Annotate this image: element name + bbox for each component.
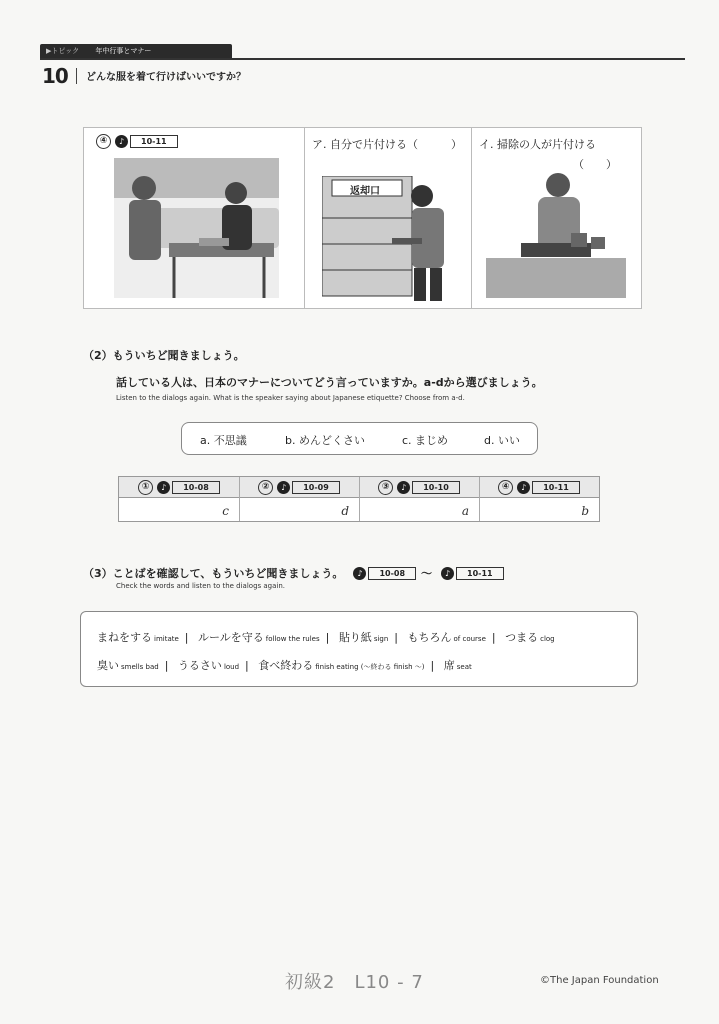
track-label: 10-08 — [172, 481, 220, 494]
panel-return-counter — [304, 128, 472, 308]
vocab-row-1: まねをする imitate | ルールを守る follow the rules | 貼り紙 sign | もちろん of course | つまる clog — [97, 631, 555, 644]
cell-header — [479, 480, 599, 495]
topic-name: 年中行事とマナー — [95, 47, 152, 55]
speaker-icon: ♪ — [353, 567, 366, 580]
picture-panels — [83, 127, 642, 309]
range-tilde: ～ — [421, 567, 433, 580]
track-from[interactable]: 10-08 — [368, 567, 416, 580]
answer-choices — [181, 422, 538, 455]
choice-d: d. いい — [484, 434, 520, 447]
cell-header — [119, 480, 239, 495]
cleaner-illustration — [486, 173, 626, 298]
option-i-answer: （ ） — [573, 158, 617, 171]
section-3-english: Check the words and listen to the dialogs again. — [116, 582, 286, 590]
track-to[interactable]: 10-11 — [456, 567, 504, 580]
cell-number: ② — [258, 480, 273, 495]
cell-number: ① — [138, 480, 153, 495]
vocab-jp: もちろん — [407, 631, 452, 644]
option-i-label: イ. 掃除の人が片付ける — [479, 138, 596, 151]
restaurant-illustration — [114, 158, 279, 298]
speaker-icon: ♪ — [157, 481, 170, 494]
handwritten-answer: c — [222, 504, 229, 518]
vocab-en: of course — [453, 635, 486, 643]
vocab-jp: うるさい — [177, 659, 222, 672]
panel-restaurant — [84, 128, 305, 308]
section-3-heading: （3）ことばを確認して、もういちど聞きましょう。 — [83, 567, 344, 580]
track-label: 10-11 — [130, 135, 178, 148]
vocab-jp: 席 — [443, 659, 455, 672]
track-label: 10-10 — [412, 481, 460, 494]
answer-cell[interactable] — [479, 477, 599, 521]
speaker-icon: ♪ — [115, 135, 128, 148]
option-a-label: ア. 自分で片付ける（ ） — [312, 138, 462, 151]
vocabulary-box — [80, 611, 638, 687]
choice-b: b. めんどくさい — [285, 434, 365, 447]
speaker-icon: ♪ — [397, 481, 410, 494]
answer-table — [118, 476, 600, 522]
choice-c: c. まじめ — [402, 434, 449, 447]
track-label: 10-09 — [292, 481, 340, 494]
speaker-icon: ♪ — [517, 481, 530, 494]
handwritten-answer: a — [461, 504, 469, 518]
handwritten-answer: d — [341, 504, 349, 518]
return-counter-illustration — [322, 176, 457, 301]
cell-header — [359, 480, 479, 495]
lesson-number: 10 — [42, 64, 68, 88]
vocab-row-2: 臭い smells bad | うるさい loud | 食べ終わる finish eating (～終わる finish ～) | 席 seat — [97, 659, 472, 672]
vocab-en: seat — [456, 663, 472, 671]
answer-cell[interactable] — [119, 477, 240, 521]
topic-bar — [40, 44, 232, 58]
section-3-header — [83, 565, 504, 581]
vocab-en: imitate — [154, 635, 179, 643]
lesson-title: どんな服を着て行けばいいですか？ — [86, 72, 246, 83]
section-2-english: Listen to the dialogs again. What is the speaker saying about Japanese etiquette? Choose from a-d. — [116, 394, 465, 402]
header-rule — [40, 58, 685, 60]
vocab-en: smells bad — [121, 663, 159, 671]
vocab-en: clog — [540, 635, 555, 643]
vocab-en: sign — [373, 635, 389, 643]
answer-cell[interactable] — [359, 477, 480, 521]
vocab-en: loud — [223, 663, 240, 671]
vocab-jp: まねをする — [97, 631, 152, 644]
panel-cleaner — [471, 128, 641, 308]
cell-number: ③ — [378, 480, 393, 495]
speaker-icon: ♪ — [441, 567, 454, 580]
lesson-divider — [76, 68, 77, 84]
vocab-jp: 食べ終わる — [258, 659, 314, 672]
section-2-instruction: 話している人は、日本のマナーについてどう言っていますか。a-dから選びましょう。 — [116, 376, 543, 389]
answer-cell[interactable] — [239, 477, 360, 521]
page-number: 初級2 L10 - 7 — [285, 972, 424, 993]
speaker-icon: ♪ — [277, 481, 290, 494]
vocab-en: follow the rules — [265, 635, 320, 643]
section-2-heading: （2）もういちど聞きましょう。 — [83, 349, 245, 362]
vocab-jp: 臭い — [97, 659, 119, 672]
return-counter-sign: 返却口 — [350, 186, 380, 197]
copyright: ©The Japan Foundation — [540, 975, 659, 986]
vocab-en: finish eating (～終わる finish ～) — [315, 663, 425, 671]
topic-tag: ▶トピック — [46, 47, 80, 55]
audio-chip[interactable] — [96, 134, 178, 149]
vocab-jp: つまる — [505, 631, 539, 644]
track-label: 10-11 — [532, 481, 580, 494]
item-number: ④ — [96, 134, 111, 149]
vocab-jp: ルールを守る — [198, 631, 264, 644]
choice-a: a. 不思議 — [200, 434, 247, 447]
cell-number: ④ — [498, 480, 513, 495]
vocab-jp: 貼り紙 — [338, 631, 372, 644]
cell-header — [239, 480, 359, 495]
handwritten-answer: b — [581, 504, 589, 518]
